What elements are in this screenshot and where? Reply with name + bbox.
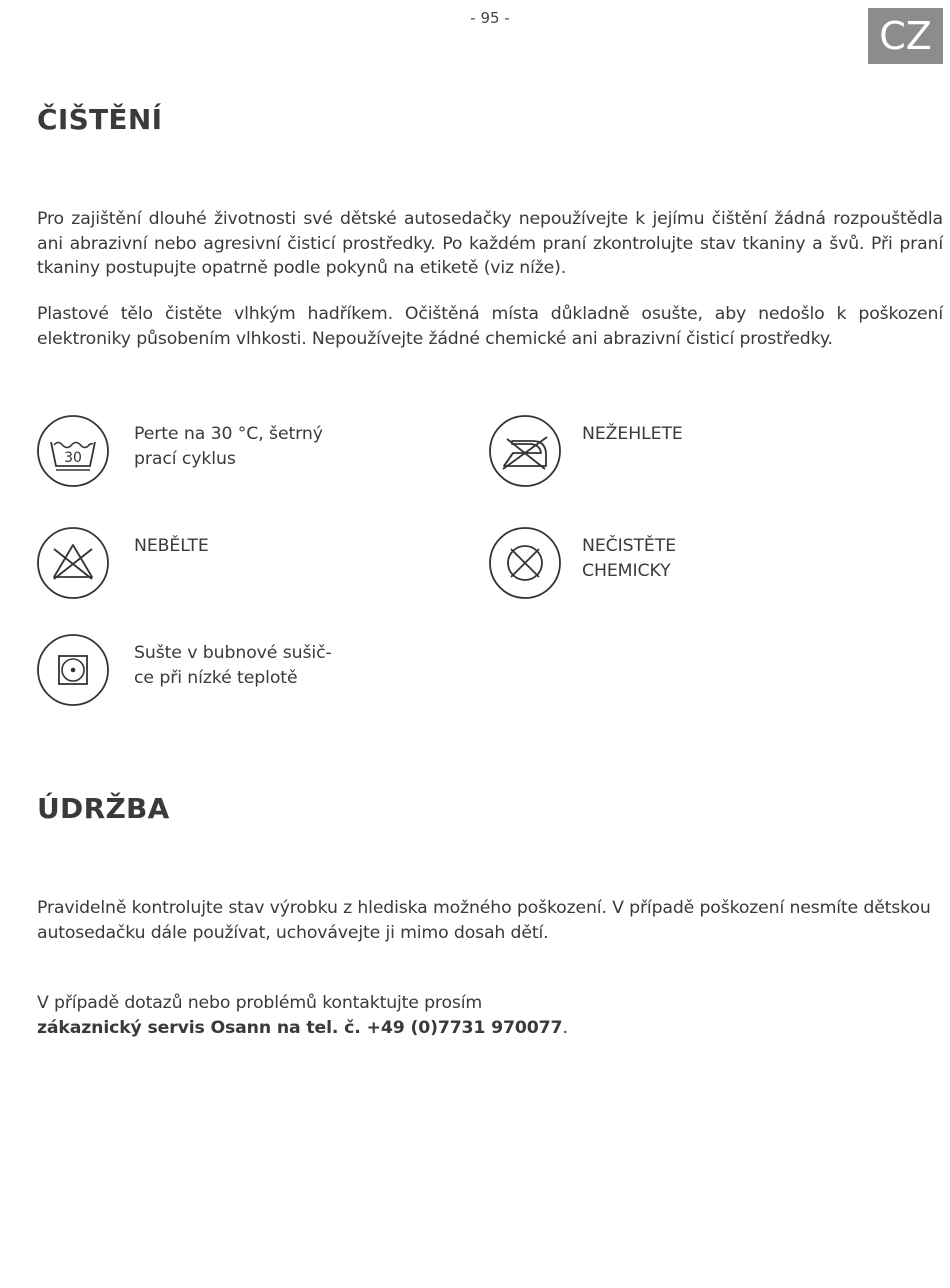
page-number: - 95 - <box>470 9 510 27</box>
cleaning-heading: ČIŠTĚNÍ <box>37 103 163 136</box>
do-not-dry-clean-icon <box>489 527 561 599</box>
contact-service-phone: zákaznický servis Osann na tel. č. +49 (0)7731 970077 <box>37 1017 563 1038</box>
language-badge: CZ <box>868 8 943 64</box>
do-not-bleach-icon <box>37 527 109 599</box>
wash-temperature-text: 30 <box>64 450 82 466</box>
care-label-iron: NEŽEHLETE <box>582 424 683 444</box>
maintenance-paragraph: Pravidelně kontrolujte stav výrobku z hlediska možného poškození. V případě poškození nesmíte dětskou autosedačku dále používat, uchovávejte ji mimo dosah dětí. <box>37 898 931 943</box>
cleaning-paragraph-1: Pro zajištění dlouhé životnosti své dětské autosedačky nepoužívejte k jejímu čištění žádná rozpouštědla ani abrazivní nebo agresivní čisticí prostředky. Po každém praní zkontrolujte stav tkaniny a švů. Při praní tkaniny postupujte opatrně podle pokynů na etiketě (viz níže). <box>37 209 943 278</box>
cleaning-paragraph-2: Plastové tělo čistěte vlhkým hadříkem. Očištěná místa důkladně osušte, aby nedošlo k poškození elektroniky působením vlhkosti. Nepoužívejte žádné chemické ani abrazivní čisticí prostředky. <box>37 304 943 349</box>
contact-paragraph <box>37 991 943 1040</box>
care-label-bleach: NEBĚLTE <box>134 536 209 556</box>
wash-30-gentle-icon <box>37 415 109 487</box>
care-label-wash: Perte na 30 °C, šetrný prací cyklus <box>134 424 323 469</box>
contact-intro: V případě dotazů nebo problémů kontaktujte prosím <box>37 993 483 1013</box>
care-label-dry-clean: NEČISTĚTE CHEMICKY <box>582 536 677 581</box>
do-not-iron-icon <box>489 415 561 487</box>
care-label-tumble-dry: Sušte v bubnové sušič- ce při nízké teplotě <box>134 643 332 688</box>
tumble-dry-low-icon <box>37 634 109 706</box>
contact-end: . <box>562 1017 568 1038</box>
maintenance-heading: ÚDRŽBA <box>37 792 170 825</box>
